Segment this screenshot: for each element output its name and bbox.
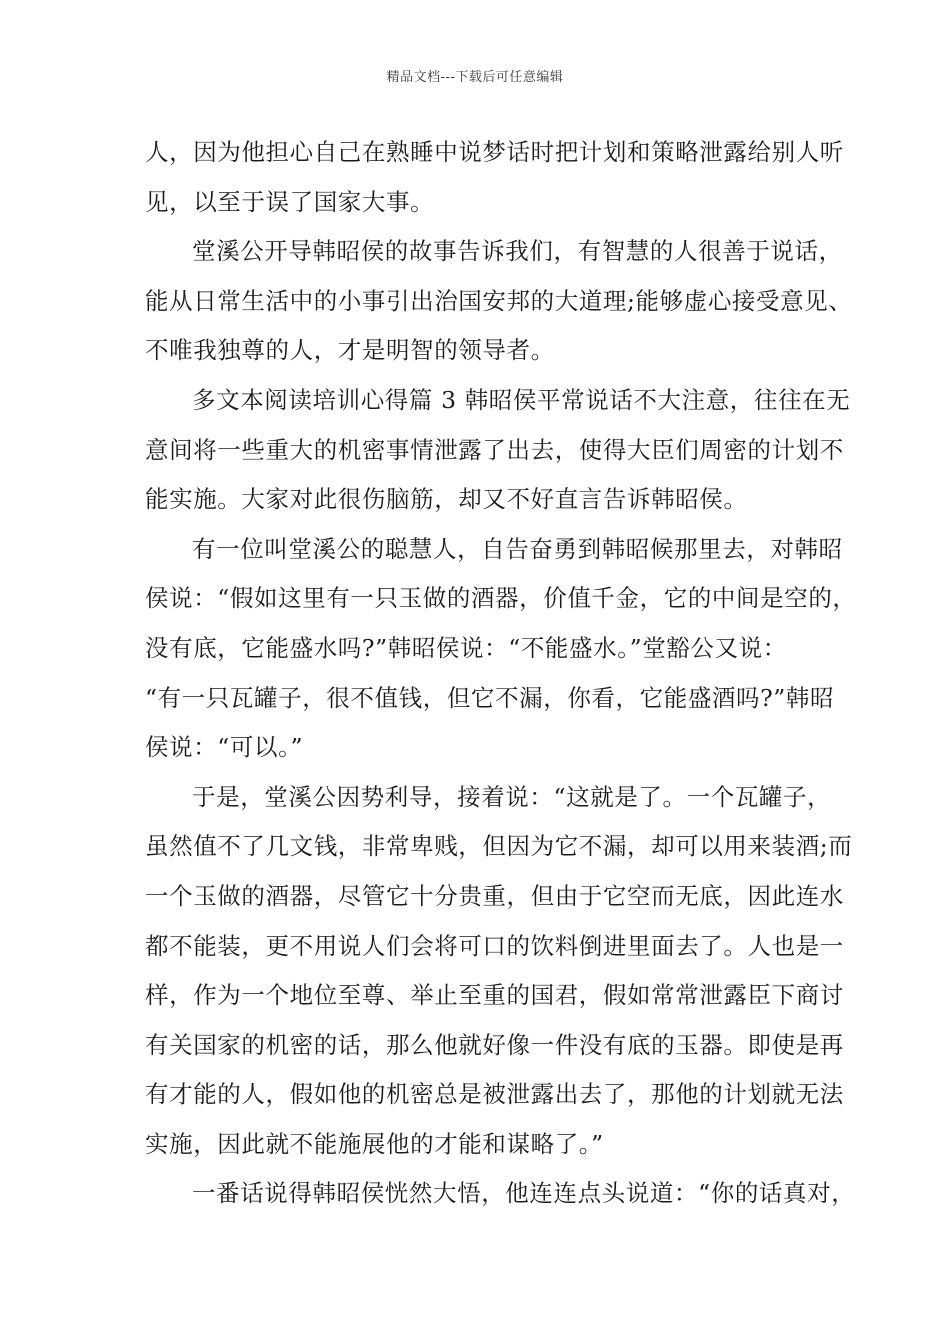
text-line: 有才能的人，假如他的机密总是被泄露出去了，那他的计划就无法: [145, 1080, 844, 1109]
text-line: 实施，因此就不能施展他的才能和谋略了。”: [145, 1129, 604, 1158]
text-line: 见，以至于误了国家大事。: [145, 187, 435, 216]
text-line: 能从日常生活中的小事引出治国安邦的大道理;能够虚心接受意见、: [145, 286, 853, 315]
text-line: “有一只瓦罐子，很不值钱，但它不漏，你看，它能盛酒吗?”韩昭: [145, 683, 835, 712]
page-header: 精品文档---下载后可任意编辑: [386, 70, 564, 85]
text-line: 多文本阅读培训心得篇 3 韩昭侯平常说话不大注意，往往在无: [192, 385, 851, 414]
text-line: 不唯我独尊的人，才是明智的领导者。: [145, 336, 555, 365]
text-line: 没有底，它能盛水吗?”韩昭侯说：“不能盛水。”堂豁公又说：: [145, 633, 787, 662]
text-line: 有一位叫堂溪公的聪慧人，自告奋勇到韩昭候那里去，对韩昭: [192, 534, 843, 563]
text-line: 侯说：“可以。”: [145, 733, 304, 762]
text-line: 都不能装，更不用说人们会将可口的饮料倒进里面去了。人也是一: [145, 931, 844, 960]
text-line: 一个玉做的酒器，尽管它十分贵重，但由于它空而无底，因此连水: [145, 881, 844, 910]
document-body: [145, 128, 857, 1219]
text-line: 于是，堂溪公因势利导，接着说：“这就是了。一个瓦罐子，: [192, 782, 832, 811]
text-line: 能实施。大家对此很伤脑筋，却又不好直言告诉韩昭侯。: [145, 485, 748, 514]
text-line: 侯说：“假如这里有一只玉做的酒器，价值千金，它的中间是空的，: [145, 584, 857, 613]
text-line: 虽然值不了几文钱，非常卑贱，但因为它不漏，却可以用来装酒;而: [145, 832, 853, 861]
text-line: 样，作为一个地位至尊、举止至重的国君，假如常常泄露臣下商讨: [145, 981, 844, 1010]
text-line: 人，因为他担心自己在熟睡中说梦话时把计划和策略泄露给别人听: [145, 138, 844, 166]
text-line: 堂溪公开导韩昭侯的故事告诉我们，有智慧的人很善于说话，: [192, 237, 843, 266]
text-line: 有关国家的机密的话，那么他就好像一件没有底的玉器。即使是再: [145, 1030, 844, 1059]
text-line: 意间将一些重大的机密事情泄露了出去，使得大臣们周密的计划不: [145, 435, 844, 464]
text-line: 一番话说得韩昭侯恍然大悟，他连连点头说道：“你的话真对，: [192, 1179, 856, 1208]
